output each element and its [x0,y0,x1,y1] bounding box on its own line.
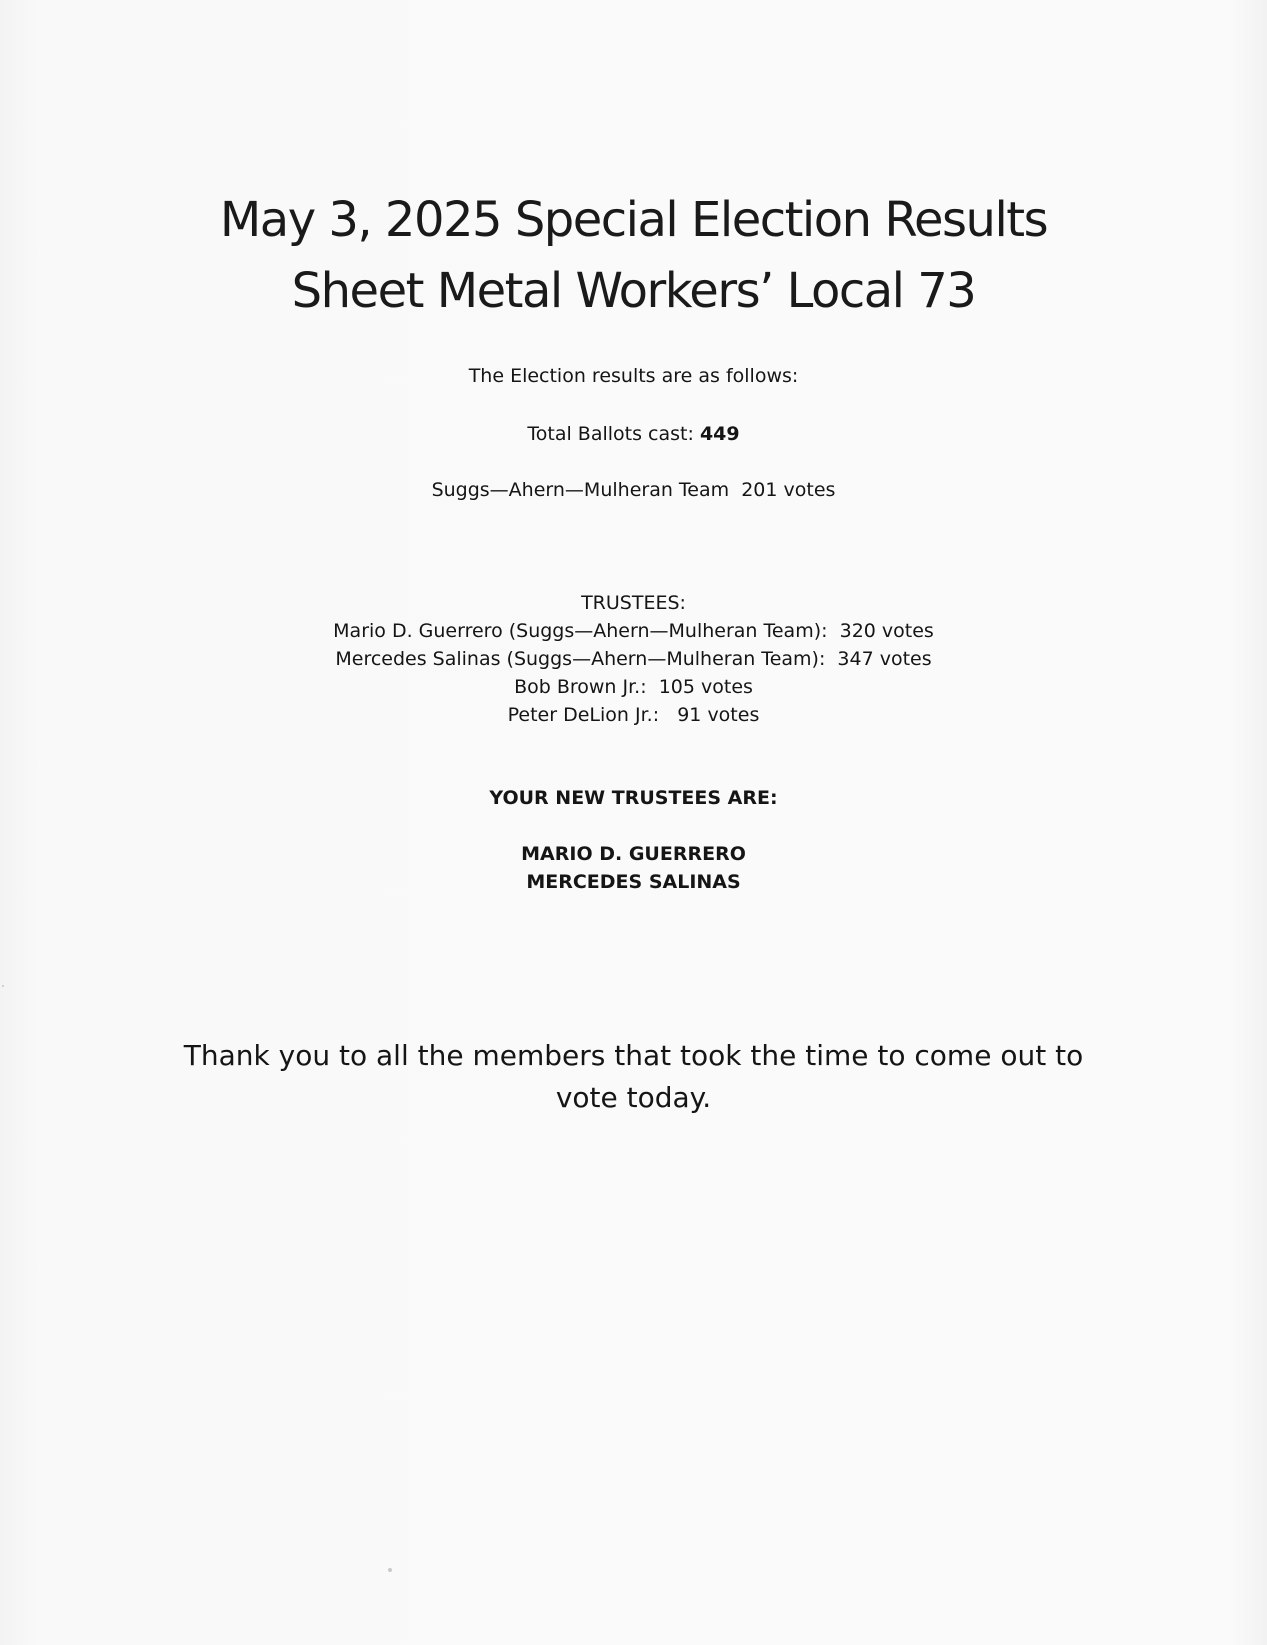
trustee-candidate: Mario D. Guerrero (Suggs—Ahern—Mulheran Team): 320 votes [333,620,934,642]
document-title-line-1: May 3, 2025 Special Election Results [219,192,1048,248]
trustees-heading: TRUSTEES: [581,592,686,614]
trustee-candidate: Peter DeLion Jr.: 91 votes [507,704,760,726]
trustee-candidate: Bob Brown Jr.: 105 votes [514,676,753,698]
new-trustee-name: MARIO D. GUERRERO [521,843,746,865]
scan-speck [2,985,4,987]
intro-text: The Election results are as follows: [468,365,799,387]
thank-you-message: Thank you to all the members that took the time to come out to vote today. [183,1039,1084,1114]
scan-speck [388,1568,392,1572]
document-title-line-2: Sheet Metal Workers’ Local 73 [291,263,976,319]
team-result: Suggs—Ahern—Mulheran Team 201 votes [431,479,836,501]
new-trustee-name: MERCEDES SALINAS [526,871,741,893]
total-ballots [0,420,1267,448]
total-ballots-value: 449 [699,423,740,445]
total-ballots-label: Total Ballots cast: [527,423,700,445]
new-trustees-heading: YOUR NEW TRUSTEES ARE: [489,787,778,809]
trustee-candidate: Mercedes Salinas (Suggs—Ahern—Mulheran Team): 347 votes [335,648,932,670]
